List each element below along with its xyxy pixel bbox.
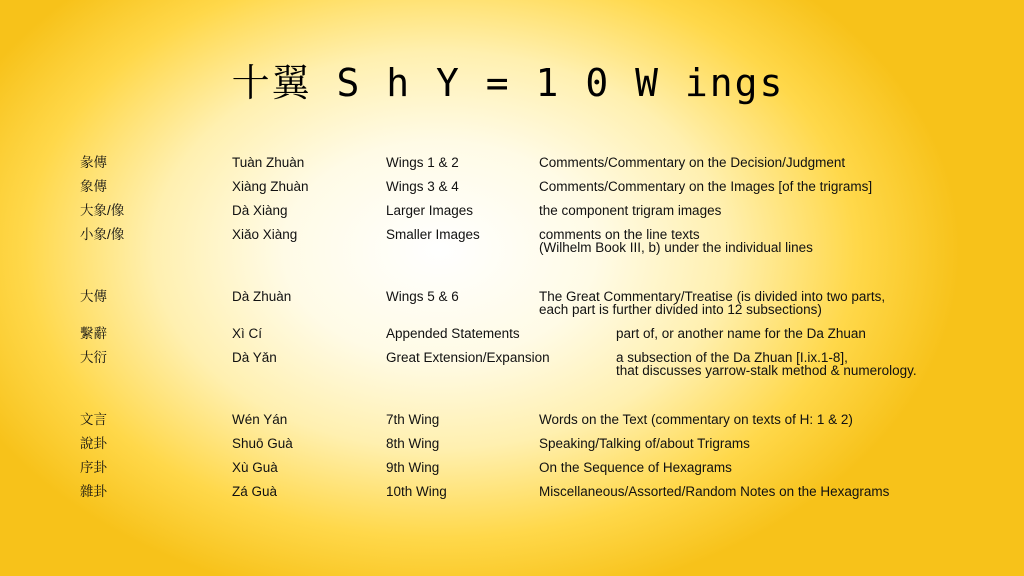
wing-label: Smaller Images — [386, 227, 480, 242]
table-row — [0, 204, 1024, 224]
table-row — [0, 413, 1024, 433]
table-row — [0, 156, 1024, 176]
table-row — [0, 327, 1024, 347]
wing-label: Larger Images — [386, 203, 474, 218]
description: Miscellaneous/Assorted/Random Notes on the Hexagrams — [539, 484, 890, 499]
table-row — [0, 227, 1024, 255]
description: On the Sequence of Hexagrams — [539, 460, 732, 475]
table-row — [0, 350, 1024, 378]
pinyin: Wén Yán — [232, 412, 288, 427]
chinese-term: 大象/像 — [80, 203, 125, 218]
table-row — [0, 485, 1024, 505]
description: Comments/Commentary on the Decision/Judgment — [539, 155, 846, 170]
slide-title: 十翼 S h Y = 1 0 W ings — [231, 61, 785, 105]
table-row — [0, 437, 1024, 457]
pinyin: Xiǎo Xiàng — [232, 227, 298, 242]
wing-label: Appended Statements — [386, 326, 520, 341]
pinyin: Xiàng Zhuàn — [232, 179, 309, 194]
chinese-term: 文言 — [80, 412, 107, 427]
chinese-term: 大傳 — [80, 289, 107, 304]
wing-label: Wings 5 & 6 — [386, 289, 459, 304]
wing-label: 7th Wing — [386, 412, 440, 427]
chinese-term: 序卦 — [80, 460, 107, 475]
description: a subsection of the Da Zhuan [I.ix.1-8], that discusses yarrow-stalk method & numerology. — [616, 350, 917, 378]
description: Speaking/Talking of/about Trigrams — [539, 436, 750, 451]
pinyin: Zá Guà — [232, 484, 278, 499]
chinese-term: 雜卦 — [80, 484, 107, 499]
description: part of, or another name for the Da Zhuan — [616, 326, 866, 341]
chinese-term: 繫辭 — [80, 326, 107, 341]
wing-label: Great Extension/Expansion — [386, 350, 550, 365]
pinyin: Shuō Guà — [232, 436, 293, 451]
pinyin: Xì Cí — [232, 326, 263, 341]
pinyin: Tuàn Zhuàn — [232, 155, 305, 170]
table-row — [0, 289, 1024, 317]
chinese-term: 彖傳 — [80, 155, 107, 170]
table-row — [0, 180, 1024, 200]
chinese-term: 象傳 — [80, 179, 107, 194]
description: comments on the line texts (Wilhelm Book III, b) under the individual lines — [539, 227, 813, 255]
pinyin: Xù Guà — [232, 460, 278, 475]
wing-label: 9th Wing — [386, 460, 440, 475]
chinese-term: 小象/像 — [80, 227, 125, 242]
chinese-term: 大衍 — [80, 350, 107, 365]
pinyin: Dà Zhuàn — [232, 289, 292, 304]
wing-label: 8th Wing — [386, 436, 440, 451]
wing-label: Wings 1 & 2 — [386, 155, 459, 170]
description: The Great Commentary/Treatise (is divided into two parts, each part is further divided into 12 subsections) — [539, 289, 886, 317]
description: Words on the Text (commentary on texts of H: 1 & 2) — [539, 412, 853, 427]
table-row — [0, 461, 1024, 481]
pinyin: Dà Xiàng — [232, 203, 288, 218]
wing-label: 10th Wing — [386, 484, 447, 499]
description: the component trigram images — [539, 203, 722, 218]
chinese-term: 說卦 — [80, 436, 107, 451]
wing-label: Wings 3 & 4 — [386, 179, 459, 194]
pinyin: Dà Yǎn — [232, 350, 277, 365]
description: Comments/Commentary on the Images [of the trigrams] — [539, 179, 873, 194]
